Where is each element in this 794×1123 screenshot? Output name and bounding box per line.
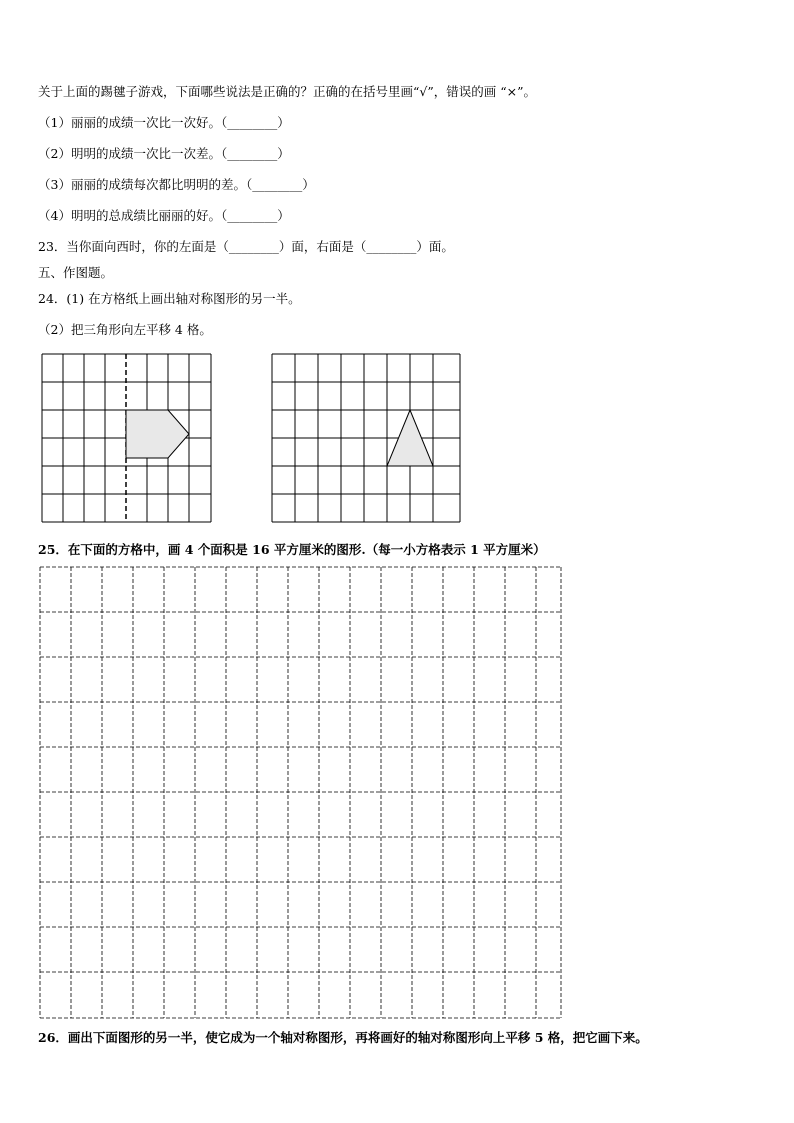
item-4: （4）明明的总成绩比丽丽的好。（________）: [38, 208, 290, 223]
half-hexagon-shape: [126, 410, 189, 458]
question-24-part-1: 24．(1) 在方格纸上画出轴对称图形的另一半。: [38, 291, 301, 306]
question-23: 23．当你面向西时，你的左面是（________）面，右面是（________）面。: [38, 239, 454, 254]
section-5-heading: 五、作图题。: [38, 265, 114, 280]
area-grid: [38, 564, 564, 1020]
translation-grid: [270, 352, 464, 524]
item-1: （1）丽丽的成绩一次比一次好。（________）: [38, 115, 290, 130]
symmetry-grid: [40, 352, 214, 524]
intro-text: 关于上面的踢毽子游戏，下面哪些说法是正确的？正确的在括号里画“√”，错误的画 “×”。: [38, 84, 536, 99]
question-24-part-2: （2）把三角形向左平移 4 格。: [38, 322, 212, 337]
item-2: （2）明明的成绩一次比一次差。（________）: [38, 146, 290, 161]
question-25: 25．在下面的方格中，画 4 个面积是 16 平方厘米的图形.（每一小方格表示 1 平方厘米）: [38, 542, 546, 557]
item-3: （3）丽丽的成绩每次都比明明的差。（________）: [38, 177, 315, 192]
question-26: 26．画出下面图形的另一半，使它成为一个轴对称图形，再将画好的轴对称图形向上平移 5 格，把它画下来。: [38, 1030, 648, 1045]
